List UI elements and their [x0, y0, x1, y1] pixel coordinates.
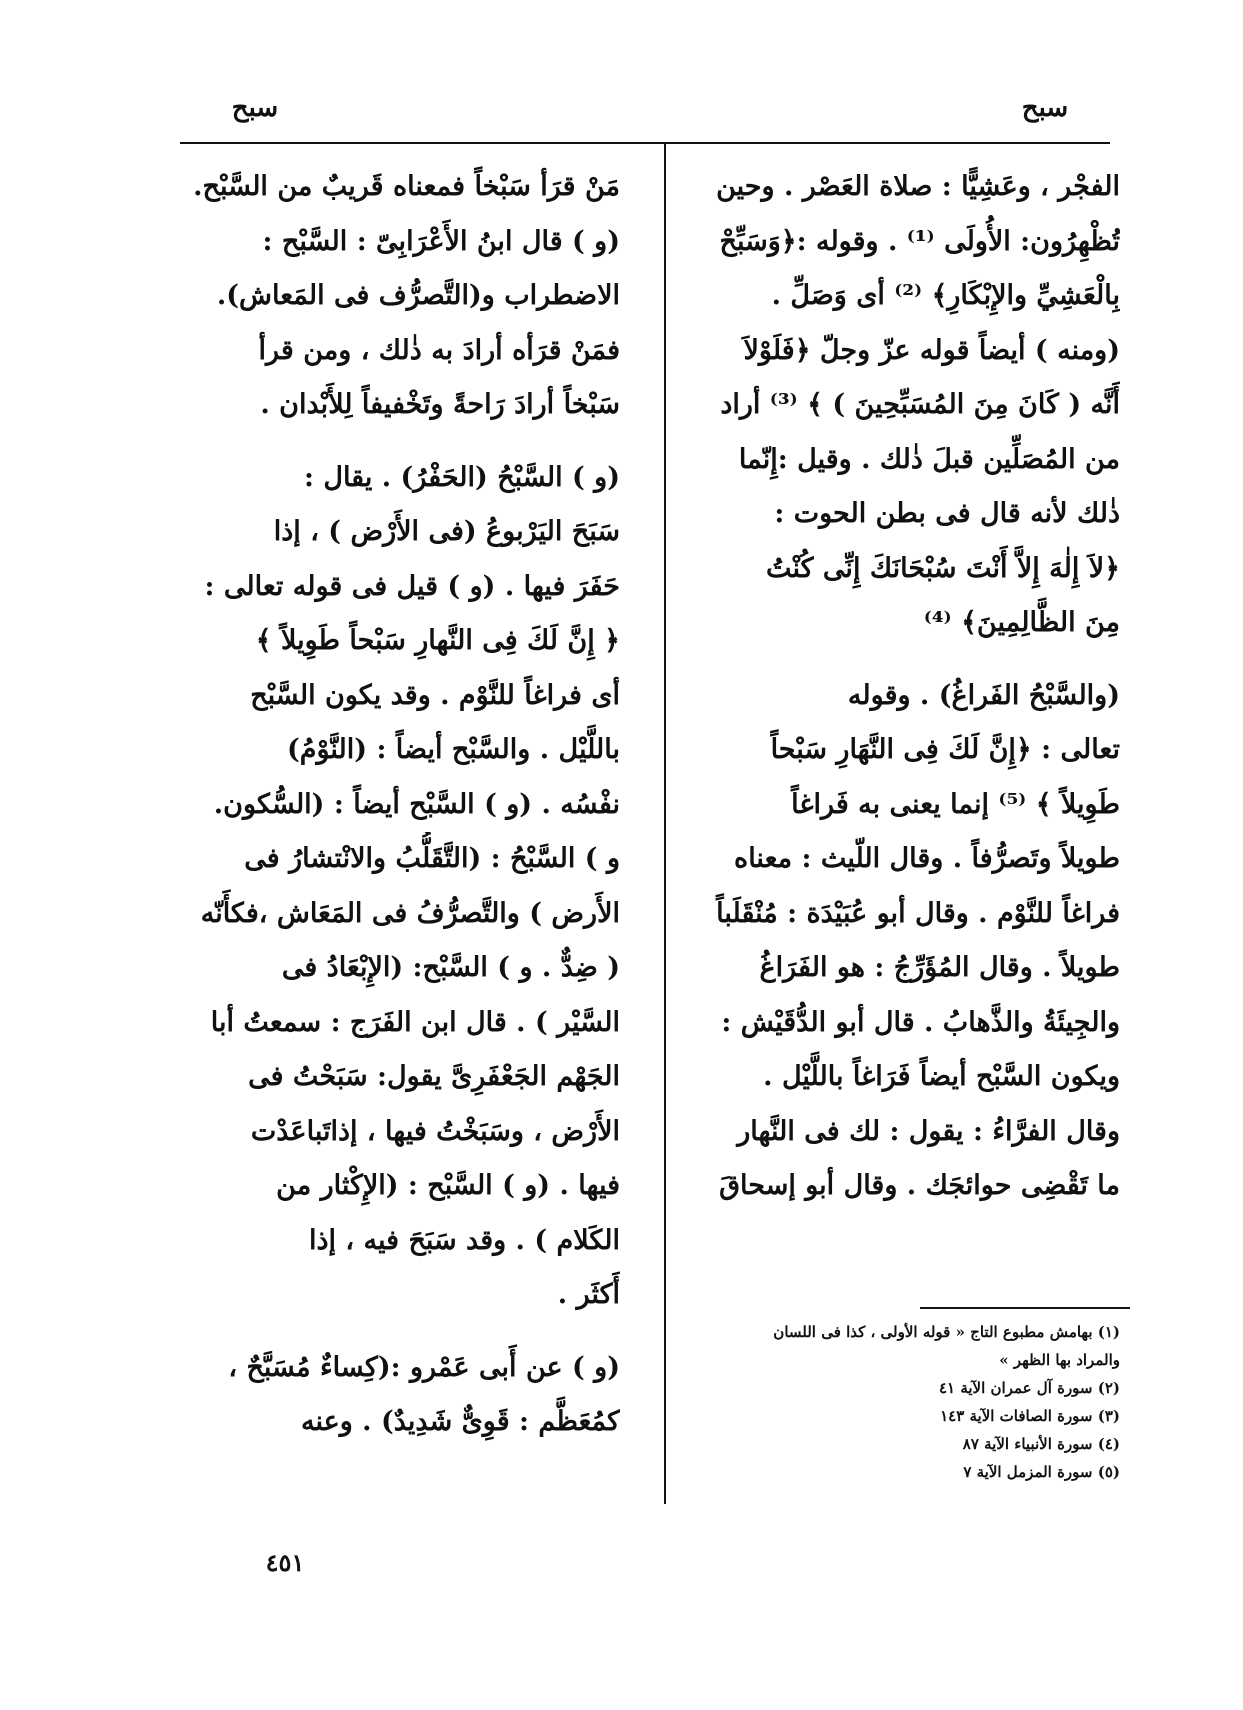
- text-line: سَبَحَ اليَرْبوعُ (فى الأَرْض ) ، إذا: [273, 516, 620, 547]
- header-rule: [180, 142, 1110, 144]
- text-line: فيها . (و ) السَّبْح : (الإِكْثار من: [276, 1170, 620, 1201]
- text-line: (و ) السَّبْحُ (الحَفْرُ) . يقال :: [303, 461, 620, 493]
- text-line: تُظْهِرُون: الأُولَى ⁽¹⁾ . وقوله :﴿وَسَبِّحْ: [719, 225, 1120, 257]
- text-line: باللَّيْل . والسَّبْح أيضاً : (النَّوْمُ): [286, 734, 620, 765]
- text-line: ما تَقْضِى حوائجَك . وقال أبو إسحاقَ: [719, 1170, 1120, 1201]
- text-line: من المُصَلِّين قبلَ ذٰلك . وقيل :إِنّما: [738, 443, 1120, 475]
- text-line: الأَرض ) والتَّصرُّفُ فى المَعَاش ،فكأَنّه: [200, 897, 620, 929]
- column-divider: [664, 144, 666, 1504]
- footnote-rule: [920, 1307, 1130, 1309]
- text-line: طَوِيلاً ﴾ ⁽⁵⁾ إنما يعنى به فَراغاً: [791, 788, 1120, 820]
- left-column: [170, 160, 620, 1450]
- text-line: أى فراغاً للنَّوْم . وقد يكون السَّبْح: [250, 679, 620, 711]
- page-number: ٤٥١: [265, 1548, 305, 1577]
- footnote: (٤) سورة الأنبياء الآية ٨٧: [962, 1435, 1120, 1453]
- text-line: (و ) قال ابنُ الأَعْرَابِىّ : السَّبْح :: [262, 225, 620, 257]
- text-line: حَفَرَ فيها . (و ) قيل فى قوله تعالى :: [204, 570, 620, 602]
- paragraph-gap: [170, 433, 620, 451]
- footnote: (٥) سورة المزمل الآية ٧: [963, 1463, 1120, 1481]
- text-line: فراغاً للنَّوْم . وقال أبو عُبَيْدَة : مُنْقَلَباً: [716, 897, 1120, 929]
- paragraph-gap: [690, 651, 1120, 669]
- text-line: سَبْخاً أرادَ رَاحةً وتَخْفيفاً لِلأَبْدان .: [260, 389, 620, 420]
- text-line: طويلاً وتَصرُّفاً . وقال اللّيث : معناه: [734, 843, 1120, 874]
- text-line: (والسَّبْحُ الفَراغُ) . وقوله: [847, 679, 1120, 711]
- text-line: كمُعَظَّم : قَوِىٌّ شَدِيدٌ) . وعنه: [301, 1406, 620, 1437]
- text-line: والجِيئَةُ والذَّهابُ . قال أبو الدُّقَيْش :: [721, 1006, 1120, 1038]
- text-line: الجَهْم الجَعْفَرِىَّ يقول: سَبَحْتُ فى: [248, 1061, 620, 1092]
- text-line: (ومنه ) أيضاً قوله عزّ وجلّ ﴿فَلَوْلاَ: [743, 334, 1120, 366]
- footnote: (٣) سورة الصافات الآية ١٤٣: [940, 1407, 1120, 1425]
- text-line: الأَرْض ، وسَبَخْتُ فيها ، إذاتَباعَدْت: [250, 1115, 620, 1147]
- footnote: (١) بهامش مطبوع التاج « قوله الأولى ، كذا فى اللسان: [773, 1323, 1120, 1341]
- text-line: تعالى : ﴿إِنَّ لَكَ فِى النَّهَارِ سَبْحاً: [770, 734, 1120, 765]
- text-line: السَّيْر ) . قال ابن الفَرَج : سمعتُ أبا: [210, 1006, 620, 1038]
- text-line: ﴿لاَ إِلٰهَ إِلاَّ أَنْتَ سُبْحَانَكَ إِنِّى كُنْتُ: [766, 552, 1120, 584]
- footnote: (٢) سورة آل عمران الآية ٤١: [938, 1379, 1120, 1397]
- text-line: ( ضِدٌّ . و ) السَّبْح: (الإِبْعَادُ فى: [281, 952, 620, 983]
- footnote: والمراد بها الظهر »: [999, 1351, 1120, 1369]
- text-line: طويلاً . وقال المُؤَرِّجُ : هو الفَرَاغُ: [759, 952, 1120, 983]
- text-line: مَنْ قرَأ سَبْخاً فمعناه قَريبٌ من السَّبْح.: [193, 171, 620, 202]
- text-line: الكَلام ) . وقد سَبَحَ فيه ، إذا: [308, 1224, 620, 1256]
- text-line: أَكثَر .: [557, 1279, 620, 1310]
- running-header-left: سبح: [231, 93, 279, 123]
- text-line: أَنَّه ( كَانَ مِنَ المُسَبِّحِينَ ) ﴾ ⁽³⁾ أراد: [720, 389, 1120, 420]
- right-column: [690, 160, 1120, 1214]
- text-line: و ) السَّبْحُ : (التَّقَلُّبُ والانْتشارُ فى: [244, 843, 620, 874]
- text-line: فمَنْ قرَأه أرادَ به ذٰلك ، ومن قرأ: [258, 334, 620, 366]
- running-header-right: سبح: [1021, 93, 1069, 123]
- text-line: ذٰلك لأنه قال فى بطن الحوت :: [774, 498, 1120, 529]
- text-line: الاضطراب و(التَّصرُّف فى المَعاش).: [216, 280, 620, 311]
- text-line: نفْسُه . (و ) السَّبْح أيضاً : (السُّكون.: [213, 788, 620, 820]
- text-line: (و ) عن أَبى عَمْرو :(كِساءٌ مُسَبَّحٌ ،: [228, 1351, 620, 1383]
- paragraph-gap: [170, 1323, 620, 1341]
- text-line: الفجْر ، وعَشِيًّا : صلاة العَصْر . وحين: [716, 171, 1120, 202]
- text-line: بِالْعَشِيِّ والإِبْكَارِ﴾ ⁽²⁾ أى وَصَلِّ .: [771, 280, 1120, 311]
- text-line: ويكون السَّبْح أيضاً فَرَاغاً باللَّيْل .: [763, 1061, 1120, 1092]
- text-line: ﴿ إِنَّ لَكَ فِى النَّهارِ سَبْحاً طَوِيلاً ﴾: [255, 625, 620, 656]
- footnotes: [690, 1318, 1120, 1486]
- text-line: وقال الفرَّاءُ : يقول : لك فى النَّهار: [737, 1115, 1120, 1147]
- text-line: مِنَ الظَّالِمِينَ﴾ ⁽⁴⁾: [923, 607, 1120, 638]
